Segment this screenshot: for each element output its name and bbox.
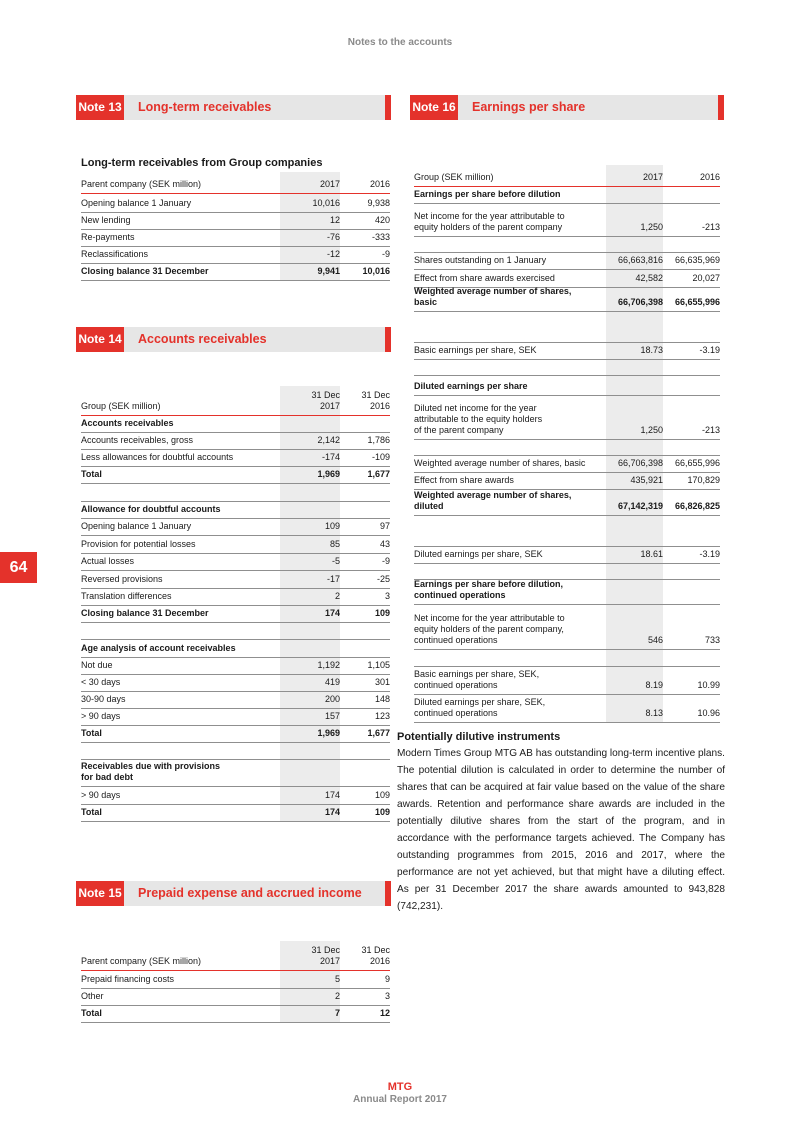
row-label: Basic earnings per share, SEK (414, 345, 537, 355)
table-row (414, 376, 720, 396)
value-2016: -109 (371, 452, 390, 462)
value-2016: 301 (374, 677, 390, 687)
row-label: Not due (81, 660, 113, 670)
row-label: Allowance for doubtful accounts (81, 504, 221, 514)
note-16-number: Note 16 (410, 95, 458, 120)
table-header-row (81, 172, 390, 194)
value-2016: 109 (374, 608, 390, 618)
column-header: 2016 (699, 172, 720, 182)
table-row (414, 564, 720, 580)
column-header: 31 Dec 2017 (311, 390, 340, 411)
row-label: Total (81, 728, 102, 738)
value-2016: -213 (701, 425, 720, 435)
table-row (81, 484, 390, 502)
value-2017: 174 (324, 790, 340, 800)
table-row (414, 312, 720, 343)
table-row (414, 473, 720, 490)
table-row (81, 536, 390, 554)
row-label: Reversed provisions (81, 574, 163, 584)
value-2016: 109 (374, 790, 390, 800)
note-14-table (81, 386, 390, 822)
table-row (81, 760, 390, 787)
note-13-number: Note 13 (76, 95, 124, 120)
value-2017: -5 (331, 556, 340, 566)
row-label: Opening balance 1 January (81, 521, 192, 531)
value-2017: 8.13 (645, 708, 663, 718)
table-row (414, 667, 720, 695)
table-row (414, 580, 720, 605)
column-header: 2017 (319, 179, 340, 189)
column-header: 31 Dec 2017 (311, 945, 340, 966)
value-2017: 1,250 (640, 425, 663, 435)
table-row (81, 623, 390, 640)
row-label: Diluted net income for the year attributable to the equity holders of the parent company (414, 403, 543, 435)
note-15-number: Note 15 (76, 881, 124, 906)
row-label: > 90 days (81, 790, 121, 800)
row-label: Total (81, 469, 102, 479)
row-label: Accounts receivables (81, 418, 174, 428)
row-label: Prepaid financing costs (81, 974, 175, 984)
column-header: Group (SEK million) (81, 401, 161, 411)
row-label: Weighted average number of shares, basic (414, 286, 572, 307)
note-15-header (76, 881, 391, 906)
value-2017: 18.73 (640, 345, 663, 355)
value-2016: 1,786 (367, 435, 390, 445)
table-row (81, 571, 390, 589)
table-row (81, 194, 390, 213)
value-2016: 3 (384, 991, 390, 1001)
row-label: Other (81, 991, 104, 1001)
value-2017: 174 (324, 807, 340, 817)
value-2017: 174 (324, 608, 340, 618)
value-2017: 1,969 (317, 469, 340, 479)
value-2016: 1,677 (367, 728, 390, 738)
table-row (81, 606, 390, 623)
value-2016: -9 (381, 249, 390, 259)
dilutive-instruments-title: Potentially dilutive instruments (397, 731, 561, 743)
row-label: Accounts receivables, gross (81, 435, 194, 445)
table-row (81, 692, 390, 709)
column-header: Group (SEK million) (414, 172, 494, 182)
note-16-table (414, 165, 720, 723)
value-2017: 157 (324, 711, 340, 721)
row-label: Re-payments (81, 232, 135, 242)
value-2017: 10,016 (312, 198, 340, 208)
table-row (414, 237, 720, 253)
value-2016: -9 (381, 556, 390, 566)
table-row (414, 695, 720, 723)
value-2016: 97 (379, 521, 390, 531)
value-2016: 1,105 (367, 660, 390, 670)
table-header-row (81, 386, 390, 416)
table-row (81, 230, 390, 247)
table-header-row (414, 165, 720, 187)
value-2016: 733 (704, 635, 720, 645)
column-header: 2016 (369, 179, 390, 189)
value-2016: 109 (374, 807, 390, 817)
table-row (414, 288, 720, 312)
row-label: Provision for potential losses (81, 539, 196, 549)
note-16-title: Earnings per share (472, 100, 586, 114)
row-label: Net income for the year attributable to equity holders of the parent company (414, 211, 565, 232)
table-row (414, 360, 720, 376)
value-2016: 9 (384, 974, 390, 984)
row-label: > 90 days (81, 711, 121, 721)
table-row (81, 675, 390, 692)
column-header: Parent company (SEK million) (81, 179, 202, 189)
value-2016: 10,016 (362, 266, 390, 276)
value-2017: 66,706,398 (617, 297, 663, 307)
table-row (81, 805, 390, 822)
row-label: Earnings per share before dilution, continued operations (414, 579, 564, 600)
table-row (414, 605, 720, 650)
row-label: < 30 days (81, 677, 121, 687)
column-header: 31 Dec 2016 (361, 945, 390, 966)
value-2016: 66,826,825 (674, 501, 720, 511)
value-2017: 2 (334, 591, 340, 601)
value-2016: 148 (374, 694, 390, 704)
mtg-logo (387, 1080, 413, 1091)
table-row (81, 658, 390, 675)
svg-text:MTG: MTG (387, 1081, 413, 1091)
note-14-number: Note 14 (76, 327, 124, 352)
value-2016: -3.19 (699, 345, 720, 355)
value-2016: 66,635,969 (674, 255, 720, 265)
row-label: New lending (81, 215, 131, 225)
value-2016: 10.96 (697, 708, 720, 718)
footer-annual-report: Annual Report 2017 (353, 1094, 447, 1105)
table-row (81, 264, 390, 281)
row-label: Less allowances for doubtful accounts (81, 452, 234, 462)
row-label: Opening balance 1 January (81, 198, 192, 208)
table-row (414, 253, 720, 270)
note-13-header (76, 95, 391, 120)
column-header: Parent company (SEK million) (81, 956, 202, 966)
row-label: Basic earnings per share, SEK, continued operations (414, 669, 540, 690)
row-label: Closing balance 31 December (81, 266, 209, 276)
row-label: Total (81, 807, 102, 817)
row-label: Diluted earnings per share, SEK (414, 549, 543, 559)
table-row (414, 187, 720, 204)
row-label: Actual losses (81, 556, 135, 566)
value-2017: 9,941 (317, 266, 340, 276)
row-label: Earnings per share before dilution (414, 189, 561, 199)
value-2016: -25 (376, 574, 390, 584)
value-2017: 18.61 (640, 549, 663, 559)
page-number-tab: 64 (0, 552, 37, 583)
row-label: Receivables due with provisions for bad debt (81, 761, 221, 782)
value-2017: 546 (647, 635, 663, 645)
value-2016: 10.99 (697, 680, 720, 690)
note-13-title: Long-term receivables (138, 100, 272, 114)
value-2017: 1,192 (317, 660, 340, 670)
table-row (414, 456, 720, 473)
row-label: 30-90 days (81, 694, 126, 704)
table-row (414, 650, 720, 667)
row-label: Shares outstanding on 1 January (414, 255, 547, 265)
row-label: Weighted average number of shares, basic (414, 458, 586, 468)
table-row (81, 709, 390, 726)
value-2016: 1,677 (367, 469, 390, 479)
table-row (81, 554, 390, 571)
value-2016: 9,938 (367, 198, 390, 208)
note-16-header (410, 95, 724, 120)
row-label: Diluted earnings per share (414, 381, 528, 391)
table-row (81, 213, 390, 230)
value-2017: 12 (329, 215, 340, 225)
table-row (414, 204, 720, 237)
table-row (81, 519, 390, 536)
table-row (81, 502, 390, 519)
running-header: Notes to the accounts (347, 37, 453, 48)
value-2017: 435,921 (630, 475, 663, 485)
table-row (81, 743, 390, 760)
table-row (81, 787, 390, 805)
value-2016: 170,829 (687, 475, 720, 485)
row-label: Effect from share awards exercised (414, 273, 555, 283)
note-15-title: Prepaid expense and accrued income (138, 886, 362, 900)
value-2016: 3 (384, 591, 390, 601)
row-label: Reclassifications (81, 249, 149, 259)
value-2017: -17 (326, 574, 340, 584)
value-2017: 66,663,816 (617, 255, 663, 265)
table-row (414, 490, 720, 516)
value-2017: -12 (326, 249, 340, 259)
value-2017: 200 (324, 694, 340, 704)
table-row (414, 343, 720, 360)
value-2016: -213 (701, 222, 720, 232)
table-row (81, 1006, 390, 1023)
value-2017: -76 (326, 232, 340, 242)
row-label: Net income for the year attributable to equity holders of the parent company, continued operations (414, 613, 565, 645)
value-2017: -174 (321, 452, 340, 462)
value-2017: 5 (334, 974, 340, 984)
table-header-row (81, 941, 390, 971)
value-2017: 8.19 (645, 680, 663, 690)
table-row (81, 726, 390, 743)
table-row (81, 640, 390, 658)
table-row (414, 440, 720, 456)
value-2017: 7 (334, 1008, 340, 1018)
table-row (81, 989, 390, 1006)
row-label: Total (81, 1008, 102, 1018)
column-header: 31 Dec 2016 (361, 390, 390, 411)
value-2016: 43 (379, 539, 390, 549)
note-13-table (81, 172, 390, 281)
table-row (81, 467, 390, 484)
table-row (81, 247, 390, 264)
value-2017: 419 (324, 677, 340, 687)
note-13-subtitle: Long-term receivables from Group companies (81, 157, 323, 169)
value-2016: 20,027 (692, 273, 720, 283)
note-14-header (76, 327, 391, 352)
value-2016: 66,655,996 (674, 297, 720, 307)
value-2017: 67,142,319 (617, 501, 663, 511)
table-row (81, 433, 390, 450)
value-2017: 2,142 (317, 435, 340, 445)
row-label: Effect from share awards (414, 475, 514, 485)
value-2016: -3.19 (699, 549, 720, 559)
value-2017: 2 (334, 991, 340, 1001)
note-14-title: Accounts receivables (138, 332, 267, 346)
table-row (414, 516, 720, 547)
row-label: Age analysis of account receivables (81, 643, 236, 653)
row-label: Closing balance 31 December (81, 608, 209, 618)
table-row (81, 450, 390, 467)
column-header: 2017 (642, 172, 663, 182)
value-2016: -333 (371, 232, 390, 242)
row-label: Translation differences (81, 591, 172, 601)
value-2016: 123 (374, 711, 390, 721)
table-row (81, 971, 390, 989)
value-2017: 109 (324, 521, 340, 531)
value-2016: 66,655,996 (674, 458, 720, 468)
note-15-table (81, 941, 390, 1023)
value-2017: 1,969 (317, 728, 340, 738)
value-2017: 85 (329, 539, 340, 549)
value-2017: 66,706,398 (617, 458, 663, 468)
value-2017: 42,582 (635, 273, 663, 283)
value-2016: 420 (374, 215, 390, 225)
value-2017: 1,250 (640, 222, 663, 232)
value-2016: 12 (379, 1008, 390, 1018)
table-row (81, 589, 390, 606)
row-label: Diluted earnings per share, SEK, continued operations (414, 697, 546, 718)
row-label: Weighted average number of shares, diluted (414, 490, 572, 511)
dilutive-instruments-text: Modern Times Group MTG AB has outstanding long-term incentive plans. The potential dilution is calculated in order to determine the number of shares that can be acquired at fair value based on the value of the share awards. Retention and performance share awards are included in the potentially dilutive shares from the start of the program, and in accordance with the performance targets achieved. The Company has outstanding programmes from 2015, 2016 and 2017, where the performance are not yet achieved, but that might have a diluting effect. As per 31 December 2017 the share awards amounted to 943,828 (742,231). (397, 748, 725, 912)
table-row (81, 416, 390, 433)
table-row (414, 547, 720, 564)
table-row (414, 396, 720, 440)
